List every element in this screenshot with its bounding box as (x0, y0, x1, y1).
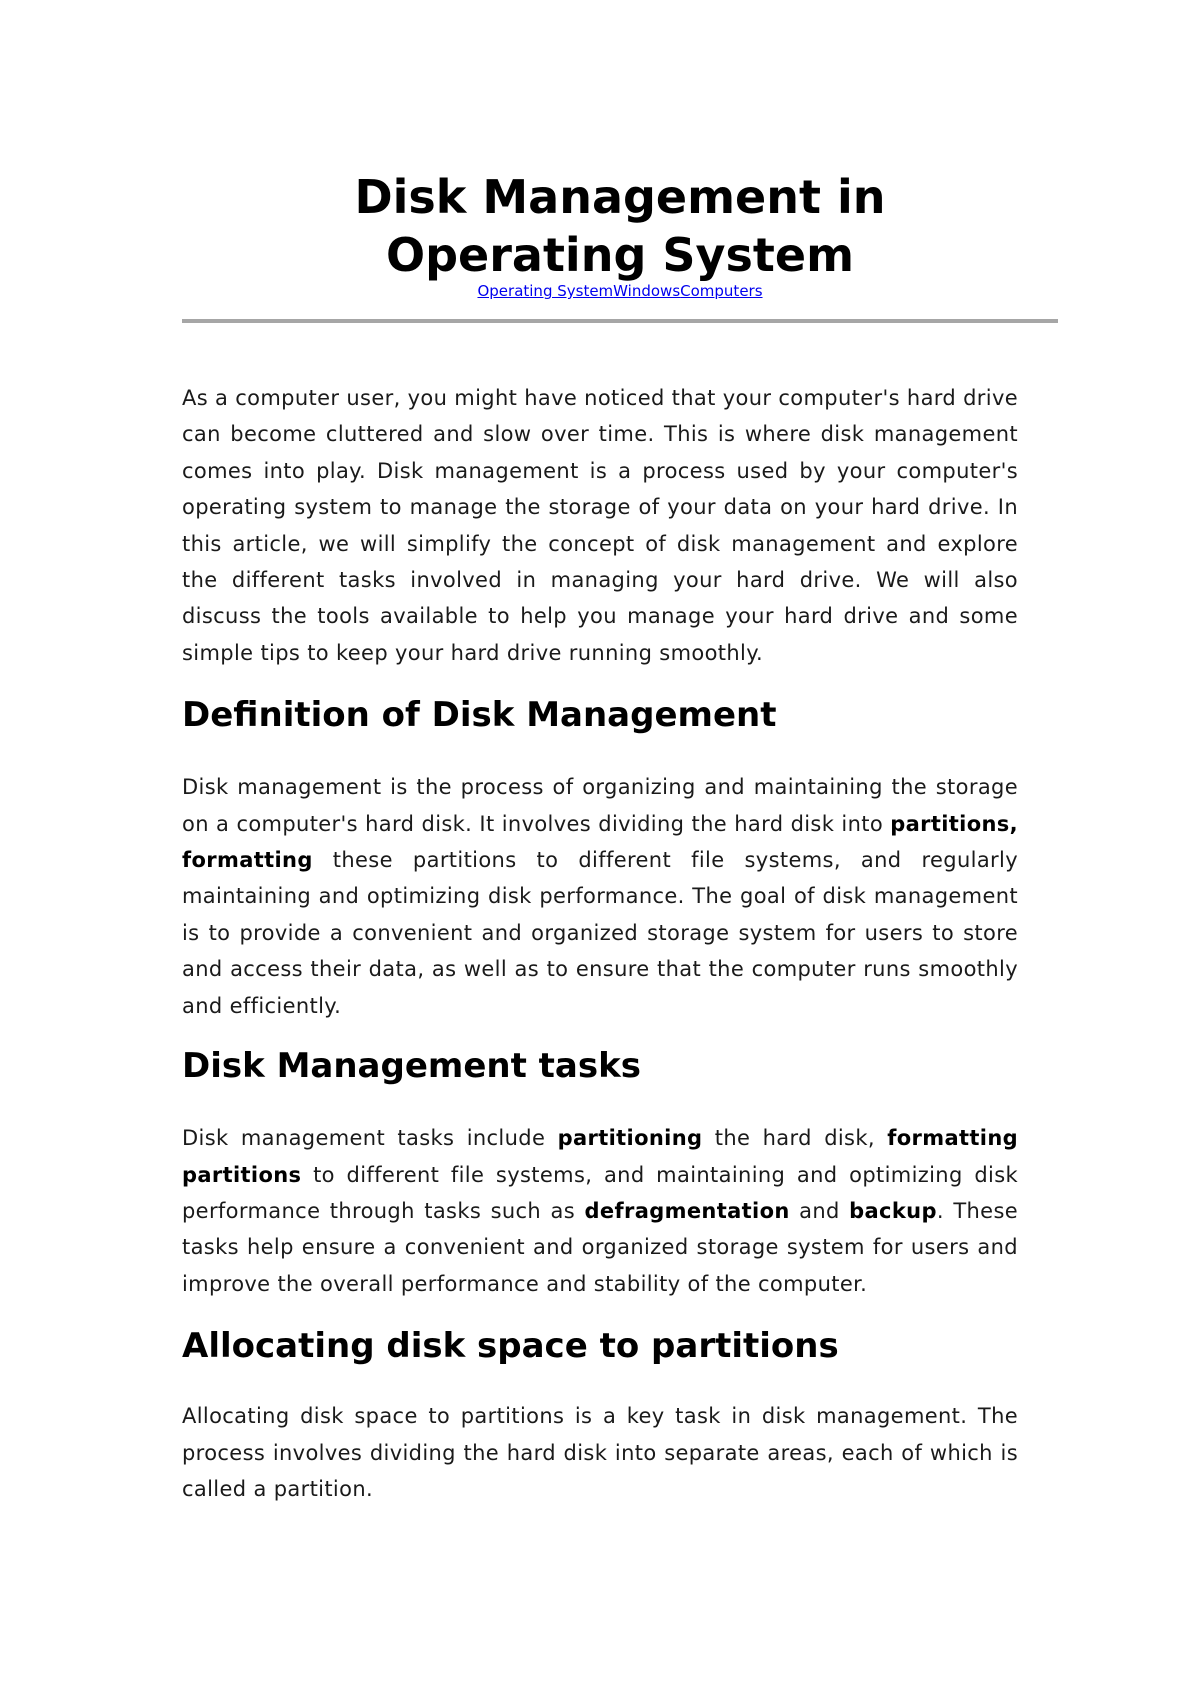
definition-bold-formatting: formatting (182, 848, 313, 873)
allocating-heading: Allocating disk space to partitions (182, 1326, 839, 1367)
article-title (182, 168, 1058, 284)
tasks-text-5: . These tasks help ensure a convenient and organized storage system for users and improve the overall performance and stability of the computer. (182, 1198, 1018, 1296)
tasks-bold-backup: backup (849, 1198, 937, 1223)
definition-heading: Definition of Disk Management (182, 695, 777, 736)
intro-paragraph: As a computer user, you might have noticed that your computer's hard drive can become cluttered and slow over time. This is where disk management comes into play. Disk management is a process used by your computer's operating system to manage the storage of your data on your hard drive. In this article, we will simplify the concept of disk management and explore the different tasks involved in managing your hard drive. We will also discuss the tools available to help you manage your hard drive and some simple tips to keep your hard drive running smoothly. (182, 386, 1019, 665)
tasks-bold-formatting-partitions: formatting partitions (182, 1126, 1018, 1187)
definition-text-1: Disk management is the process of organizing and maintaining the storage on a computer's hard disk. It involves dividing the hard disk into (182, 775, 1018, 836)
header-divider (182, 319, 1058, 323)
tasks-heading: Disk Management tasks (182, 1046, 641, 1087)
tag-link-computers[interactable]: Computers (680, 282, 763, 300)
article-body (182, 380, 1018, 1507)
tag-links (182, 282, 1058, 300)
title-line-1: Disk Management in (354, 170, 886, 224)
title-line-2: Operating System (385, 228, 855, 282)
allocating-paragraph: Allocating disk space to partitions is a key task in disk management. The process involves dividing the hard disk into separate areas, each of which is called a partition. (182, 1404, 1018, 1501)
definition-text-3: these partitions to different file systems, and regularly maintaining and optimizing disk performance. The goal of disk management is to provide a convenient and organized storage system for users to store and access their data, as well as to ensure that the computer runs smoothly and efficiently. (182, 848, 1018, 1018)
tasks-text-2: the hard disk, (702, 1126, 888, 1151)
tag-link-windows[interactable]: Windows (613, 282, 681, 300)
definition-paragraph (182, 769, 1018, 1024)
tasks-text-1: Disk management tasks include (182, 1126, 558, 1151)
tasks-text-3: to different file systems, and maintaining and optimizing disk performance through tasks such as (182, 1162, 1018, 1223)
tasks-bold-partitioning: partitioning (557, 1126, 703, 1151)
article-header (182, 168, 1058, 300)
tasks-text-4: and (789, 1198, 850, 1223)
tasks-paragraph (182, 1120, 1018, 1302)
tasks-bold-defragmentation: defragmentation (584, 1198, 790, 1223)
definition-bold-partitions: partitions, (890, 811, 1018, 836)
tag-link-operating-system[interactable]: Operating System (477, 282, 614, 300)
